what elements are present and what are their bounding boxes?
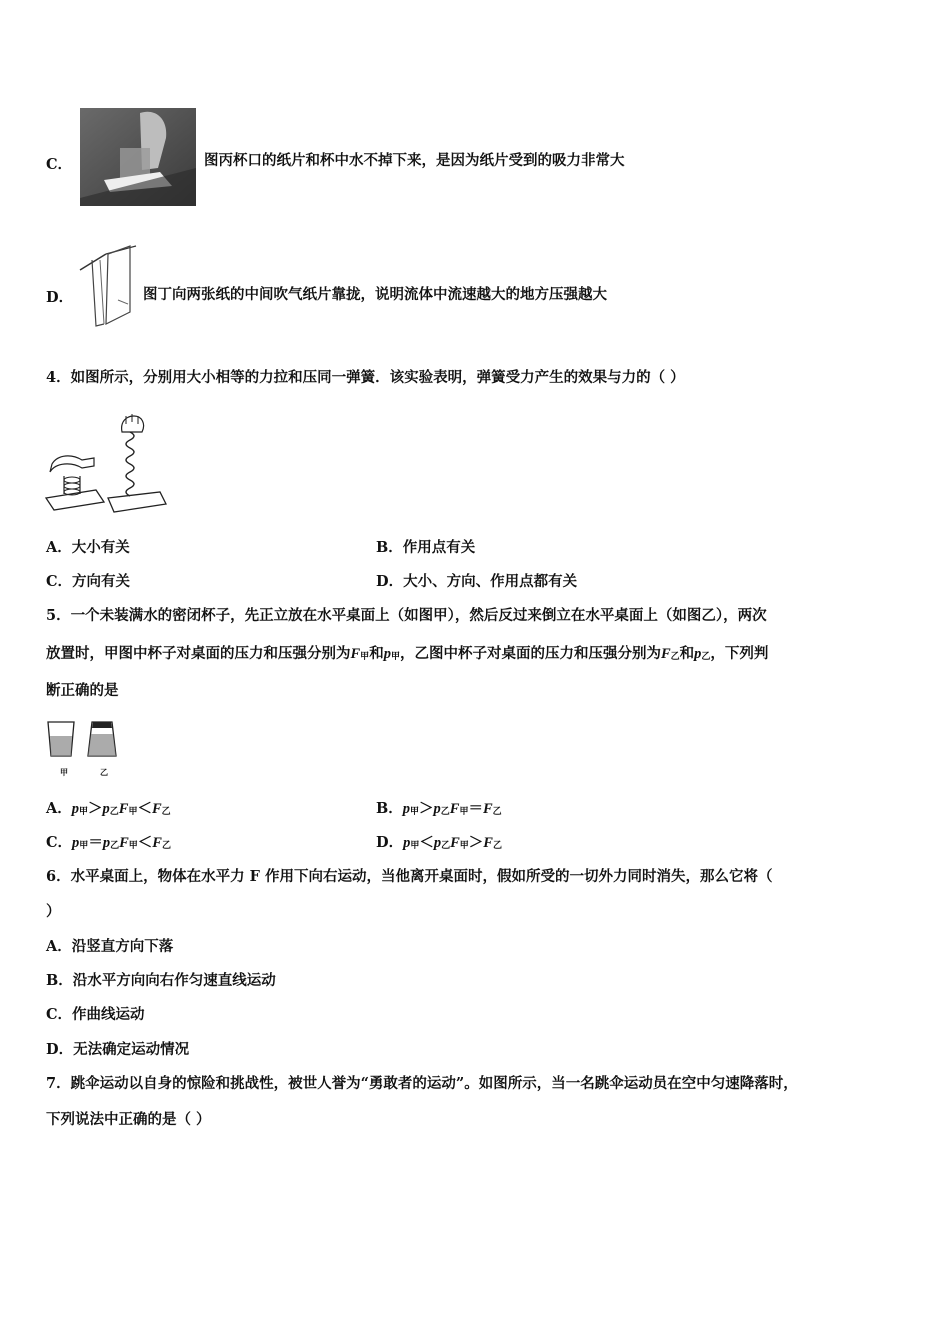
q4-option-b: B．作用点有关 [376,539,476,556]
option-c-label: C． [46,156,73,173]
q5-line1: 5．一个未装满水的密闭杯子，先正立放在水平桌面上（如图甲），然后反过来倒立在水平桌面上（如图乙），两次 [46,607,767,624]
q5-line2: 放置时，甲图中杯子对桌面的压力和压强分别为F甲和p甲，乙图中杯子对桌面的压力和压强分别为F乙和p乙，下列判 [46,645,769,662]
q6-line2: ） [46,903,61,920]
option-d-label: D． [46,289,74,306]
q4-option-c: C．方向有关 [46,573,131,590]
two-papers-figure [78,240,140,330]
cup-yi-caption: 乙 [100,767,108,777]
q5-option-b: B．p甲＞p乙F甲＝F乙 [376,800,502,817]
spring-experiment-figure [42,414,170,514]
q5-option-a: A．p甲＞p乙F甲＜F乙 [46,800,171,817]
q5-option-c: C．p甲＝p乙F甲＜F乙 [46,834,171,851]
q7-line2: 下列说法中正确的是（ ） [46,1111,211,1128]
cups-figure [46,718,120,762]
q4-option-a: A．大小有关 [46,539,130,556]
q6-line1: 6．水平桌面上，物体在水平力 F 作用下向右运动，当他离开桌面时，假如所受的一切外力同时消失，那么它将（ [46,868,773,885]
q6-option-b: B．沿水平方向向右作匀速直线运动 [46,972,276,989]
q4-option-d: D．大小、方向、作用点都有关 [376,573,578,590]
cup-paper-photo [80,108,196,206]
option-d-text: 图丁向两张纸的中间吹气纸片靠拢，说明流体中流速越大的地方压强越大 [143,286,607,303]
q6-option-d: D．无法确定运动情况 [46,1041,190,1058]
q7-line1: 7．跳伞运动以自身的惊险和挑战性，被世人誉为“勇敢者的运动”。如图所示，当一名跳伞运动员在空中匀速降落时， [46,1075,798,1092]
q4-stem: 4．如图所示，分别用大小相等的力拉和压同一弹簧．该实验表明，弹簧受力产生的效果与力的（ ） [46,369,685,386]
q5-option-d: D．p甲＜p乙F甲＞F乙 [376,834,502,851]
cup-jia-caption: 甲 [60,767,68,777]
q6-option-a: A．沿竖直方向下落 [46,938,174,955]
option-c-text: 图丙杯口的纸片和杯中水不掉下来，是因为纸片受到的吸力非常大 [204,152,625,169]
q6-option-c: C．作曲线运动 [46,1006,145,1023]
q5-line3: 断正确的是 [46,682,119,699]
